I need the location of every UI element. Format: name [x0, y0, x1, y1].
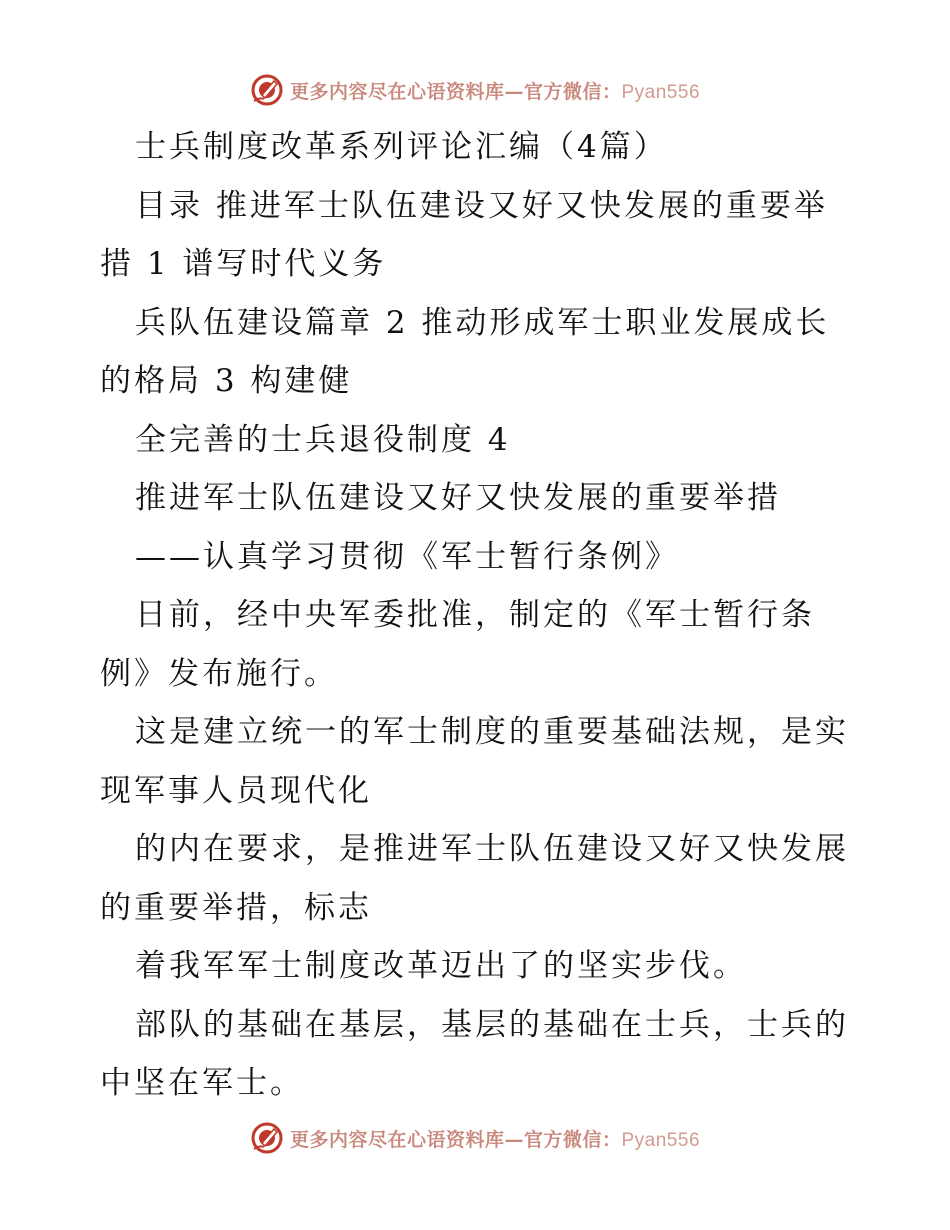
article-subtitle: ——认真学习贯彻《军士暂行条例》 — [135, 538, 679, 575]
toc-line: 措 1 谱写时代义务 — [100, 246, 387, 282]
paragraph-line: 中坚在军士。 — [100, 1065, 304, 1101]
paragraph-line: 这是建立统一的军士制度的重要基础法规，是实 — [135, 714, 849, 750]
toc-line: 兵队伍建设篇章 2 推动形成军士职业发展成长 — [135, 304, 830, 341]
header-watermark — [0, 70, 950, 110]
footer-watermark — [0, 1118, 950, 1158]
paragraph-line: 日前，经中央军委批准，制定的《军士暂行条 — [135, 597, 815, 633]
toc-line: 的格局 3 构建健 — [100, 363, 353, 399]
pen-logo-icon — [250, 73, 284, 107]
document-body — [100, 118, 860, 1113]
watermark-text: 更多内容尽在心语资料库—官方微信：Pyan556 — [289, 80, 701, 103]
watermark-text: 更多内容尽在心语资料库—官方微信：Pyan556 — [289, 1128, 701, 1151]
paragraph-line: 的重要举措，标志 — [100, 889, 372, 926]
paragraph-line: 着我军军士制度改革迈出了的坚实步伐。 — [135, 948, 747, 984]
paragraph-line: 现军事人员现代化 — [100, 772, 372, 809]
toc-line: 全完善的士兵退役制度 4 — [135, 421, 511, 458]
paragraph-line: 例》发布施行。 — [100, 655, 338, 692]
paragraph-line: 部队的基础在基层，基层的基础在士兵，士兵的 — [135, 1006, 849, 1043]
toc-line: 目录 推进军士队伍建设又好又快发展的重要举 — [135, 187, 828, 224]
article-title: 推进军士队伍建设又好又快发展的重要举措 — [135, 480, 781, 516]
pen-logo-icon — [250, 1121, 284, 1155]
document-title: 士兵制度改革系列评论汇编（4篇） — [135, 129, 668, 165]
paragraph-line: 的内在要求，是推进军士队伍建设又好又快发展 — [135, 831, 849, 867]
